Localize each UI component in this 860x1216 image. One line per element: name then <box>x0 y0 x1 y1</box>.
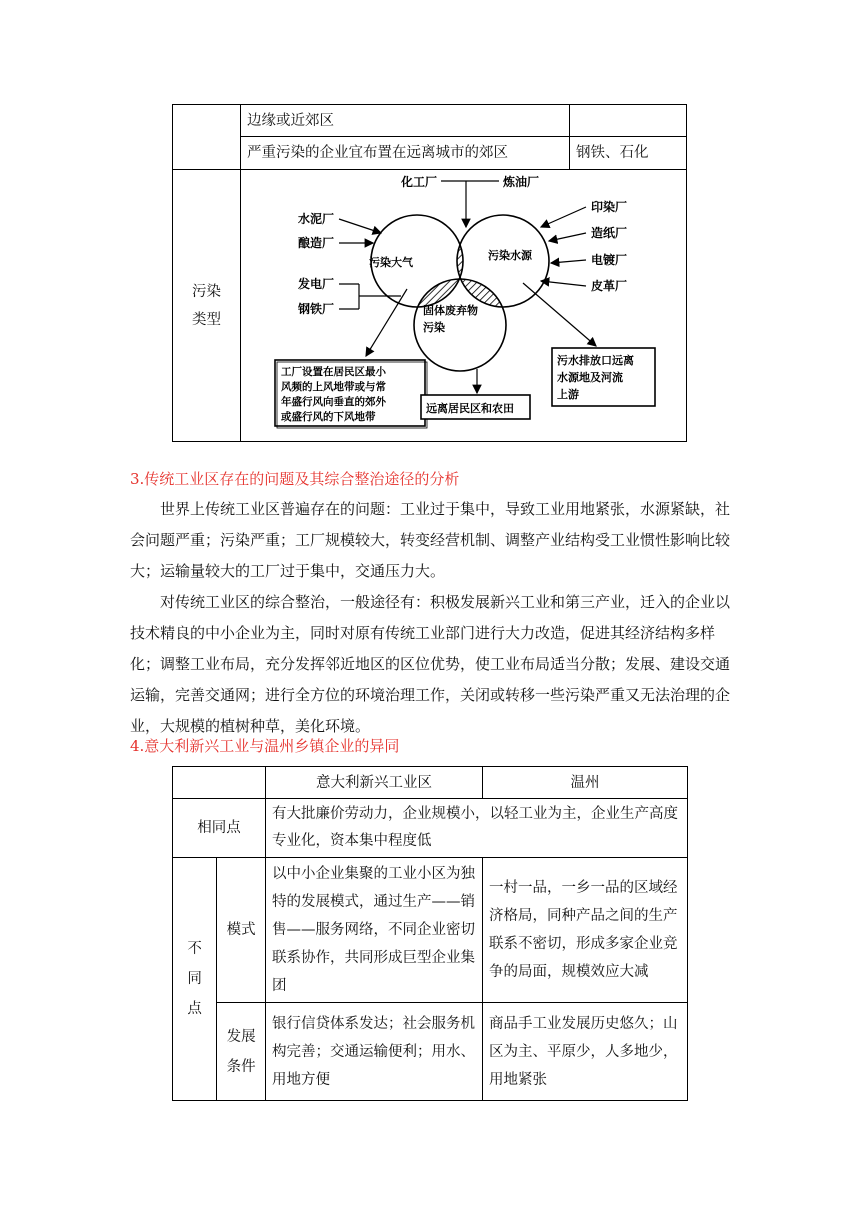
air-solution-line: 工厂设置在居民区最小 <box>281 365 386 378</box>
diff-label: 不 同 点 <box>173 858 217 1101</box>
pollution-table <box>172 104 687 442</box>
refinery-label: 炼油厂 <box>503 174 540 189</box>
col-header-wenzhou: 温州 <box>483 767 688 799</box>
air-solution-line: 或盛行风的下风地带 <box>281 410 376 423</box>
comparison-table <box>172 766 688 1101</box>
air-solution-line: 年盛行风向垂直的郊外 <box>281 395 386 408</box>
mode-italy: 以中小企业集聚的工业小区为独特的发展模式，通过生产——销售——服务网络，不同企业密切联系协作，共同形成巨型企业集团 <box>266 858 483 1003</box>
plating-plant-label: 电镀厂 <box>591 252 628 267</box>
mode-label: 模式 <box>217 858 266 1003</box>
steel-plant-label: 钢铁厂 <box>298 301 335 316</box>
section4-heading: 4.意大利新兴工业与温州乡镇企业的异同 <box>130 737 400 755</box>
cond-italy: 银行信贷体系发达；社会服务机构完善；交通运输便利；用水、用地方便 <box>266 1003 483 1101</box>
section3-para2: 对传统工业区的综合整治，一般途径有：积极发展新兴工业和第三产业，迁入的企业以技术精良的中小企业为主，同时对原有传统工业部门进行大力改造，促进其经济结构多样化；调整工业布局，充分发挥邻近地区的区位优势，使工业布局适当分散；发展、建设交通运输，完善交通网；进行全方位的环境治理工作，关闭或转移一些污染严重又无法治理的企业，大规模的植树种草，美化环境。 <box>130 593 731 735</box>
empty-cell <box>570 105 687 137</box>
empty-cell <box>173 767 266 799</box>
tannery-label: 皮革厂 <box>591 278 628 293</box>
cond-wenzhou: 商品手工业发展历史悠久；山区为主、平原少，人多地少，用地紧张 <box>483 1003 688 1101</box>
cement-plant-label: 水泥厂 <box>298 211 335 226</box>
pollution-diagram <box>241 171 686 441</box>
circle-solid-label: 固体废弃物 <box>423 303 478 317</box>
cell-text: 边缘或近郊区 <box>241 105 570 137</box>
dye-plant-label: 印染厂 <box>591 199 628 214</box>
pollution-type-label: 污染 类型 <box>173 170 241 442</box>
air-solution-line: 风频的上风地带或与常 <box>281 380 386 393</box>
water-solution-line: 上游 <box>557 387 579 401</box>
circle-air-label: 污染大气 <box>369 255 413 269</box>
section3-para1: 世界上传统工业区普遍存在的问题：工业过于集中，导致工业用地紧张，水源紧缺，社会问题严重；污染严重；工厂规模较大，转变经营机制、调整产业结构受工业惯性影响比较大；运输量较大的工厂过于集中，交通压力大。 <box>130 500 731 580</box>
chem-plant-label: 化工厂 <box>401 174 438 189</box>
brewery-label: 酿造厂 <box>298 235 335 250</box>
diagram-cell <box>241 170 687 442</box>
cell-example: 钢铁、石化 <box>570 137 687 170</box>
same-label: 相同点 <box>173 799 266 858</box>
solid-solution-text: 远离居民区和农田 <box>426 401 514 415</box>
cond-label: 发展 条件 <box>217 1003 266 1101</box>
cell-text: 严重污染的企业宜布置在远离城市的郊区 <box>241 137 570 170</box>
empty-cell <box>173 105 241 170</box>
circle-solid-label-2: 污染 <box>423 320 445 334</box>
paper-mill-label: 造纸厂 <box>591 225 628 240</box>
circle-water-label: 污染水源 <box>488 248 532 262</box>
section3-heading: 3.传统工业区存在的问题及其综合整治途径的分析 <box>130 470 460 488</box>
mode-wenzhou: 一村一品，一乡一品的区域经济格局，同种产品之间的生产联系不密切，形成多家企业竞争的局面，规模效应大减 <box>483 858 688 1003</box>
same-text: 有大批廉价劳动力，企业规模小，以轻工业为主，企业生产高度专业化，资本集中程度低 <box>266 799 688 858</box>
power-plant-label: 发电厂 <box>298 276 335 291</box>
water-solution-line: 污水排放口远离 <box>557 353 634 367</box>
water-solution-line: 水源地及河流 <box>557 370 623 384</box>
col-header-italy: 意大利新兴工业区 <box>266 767 483 799</box>
